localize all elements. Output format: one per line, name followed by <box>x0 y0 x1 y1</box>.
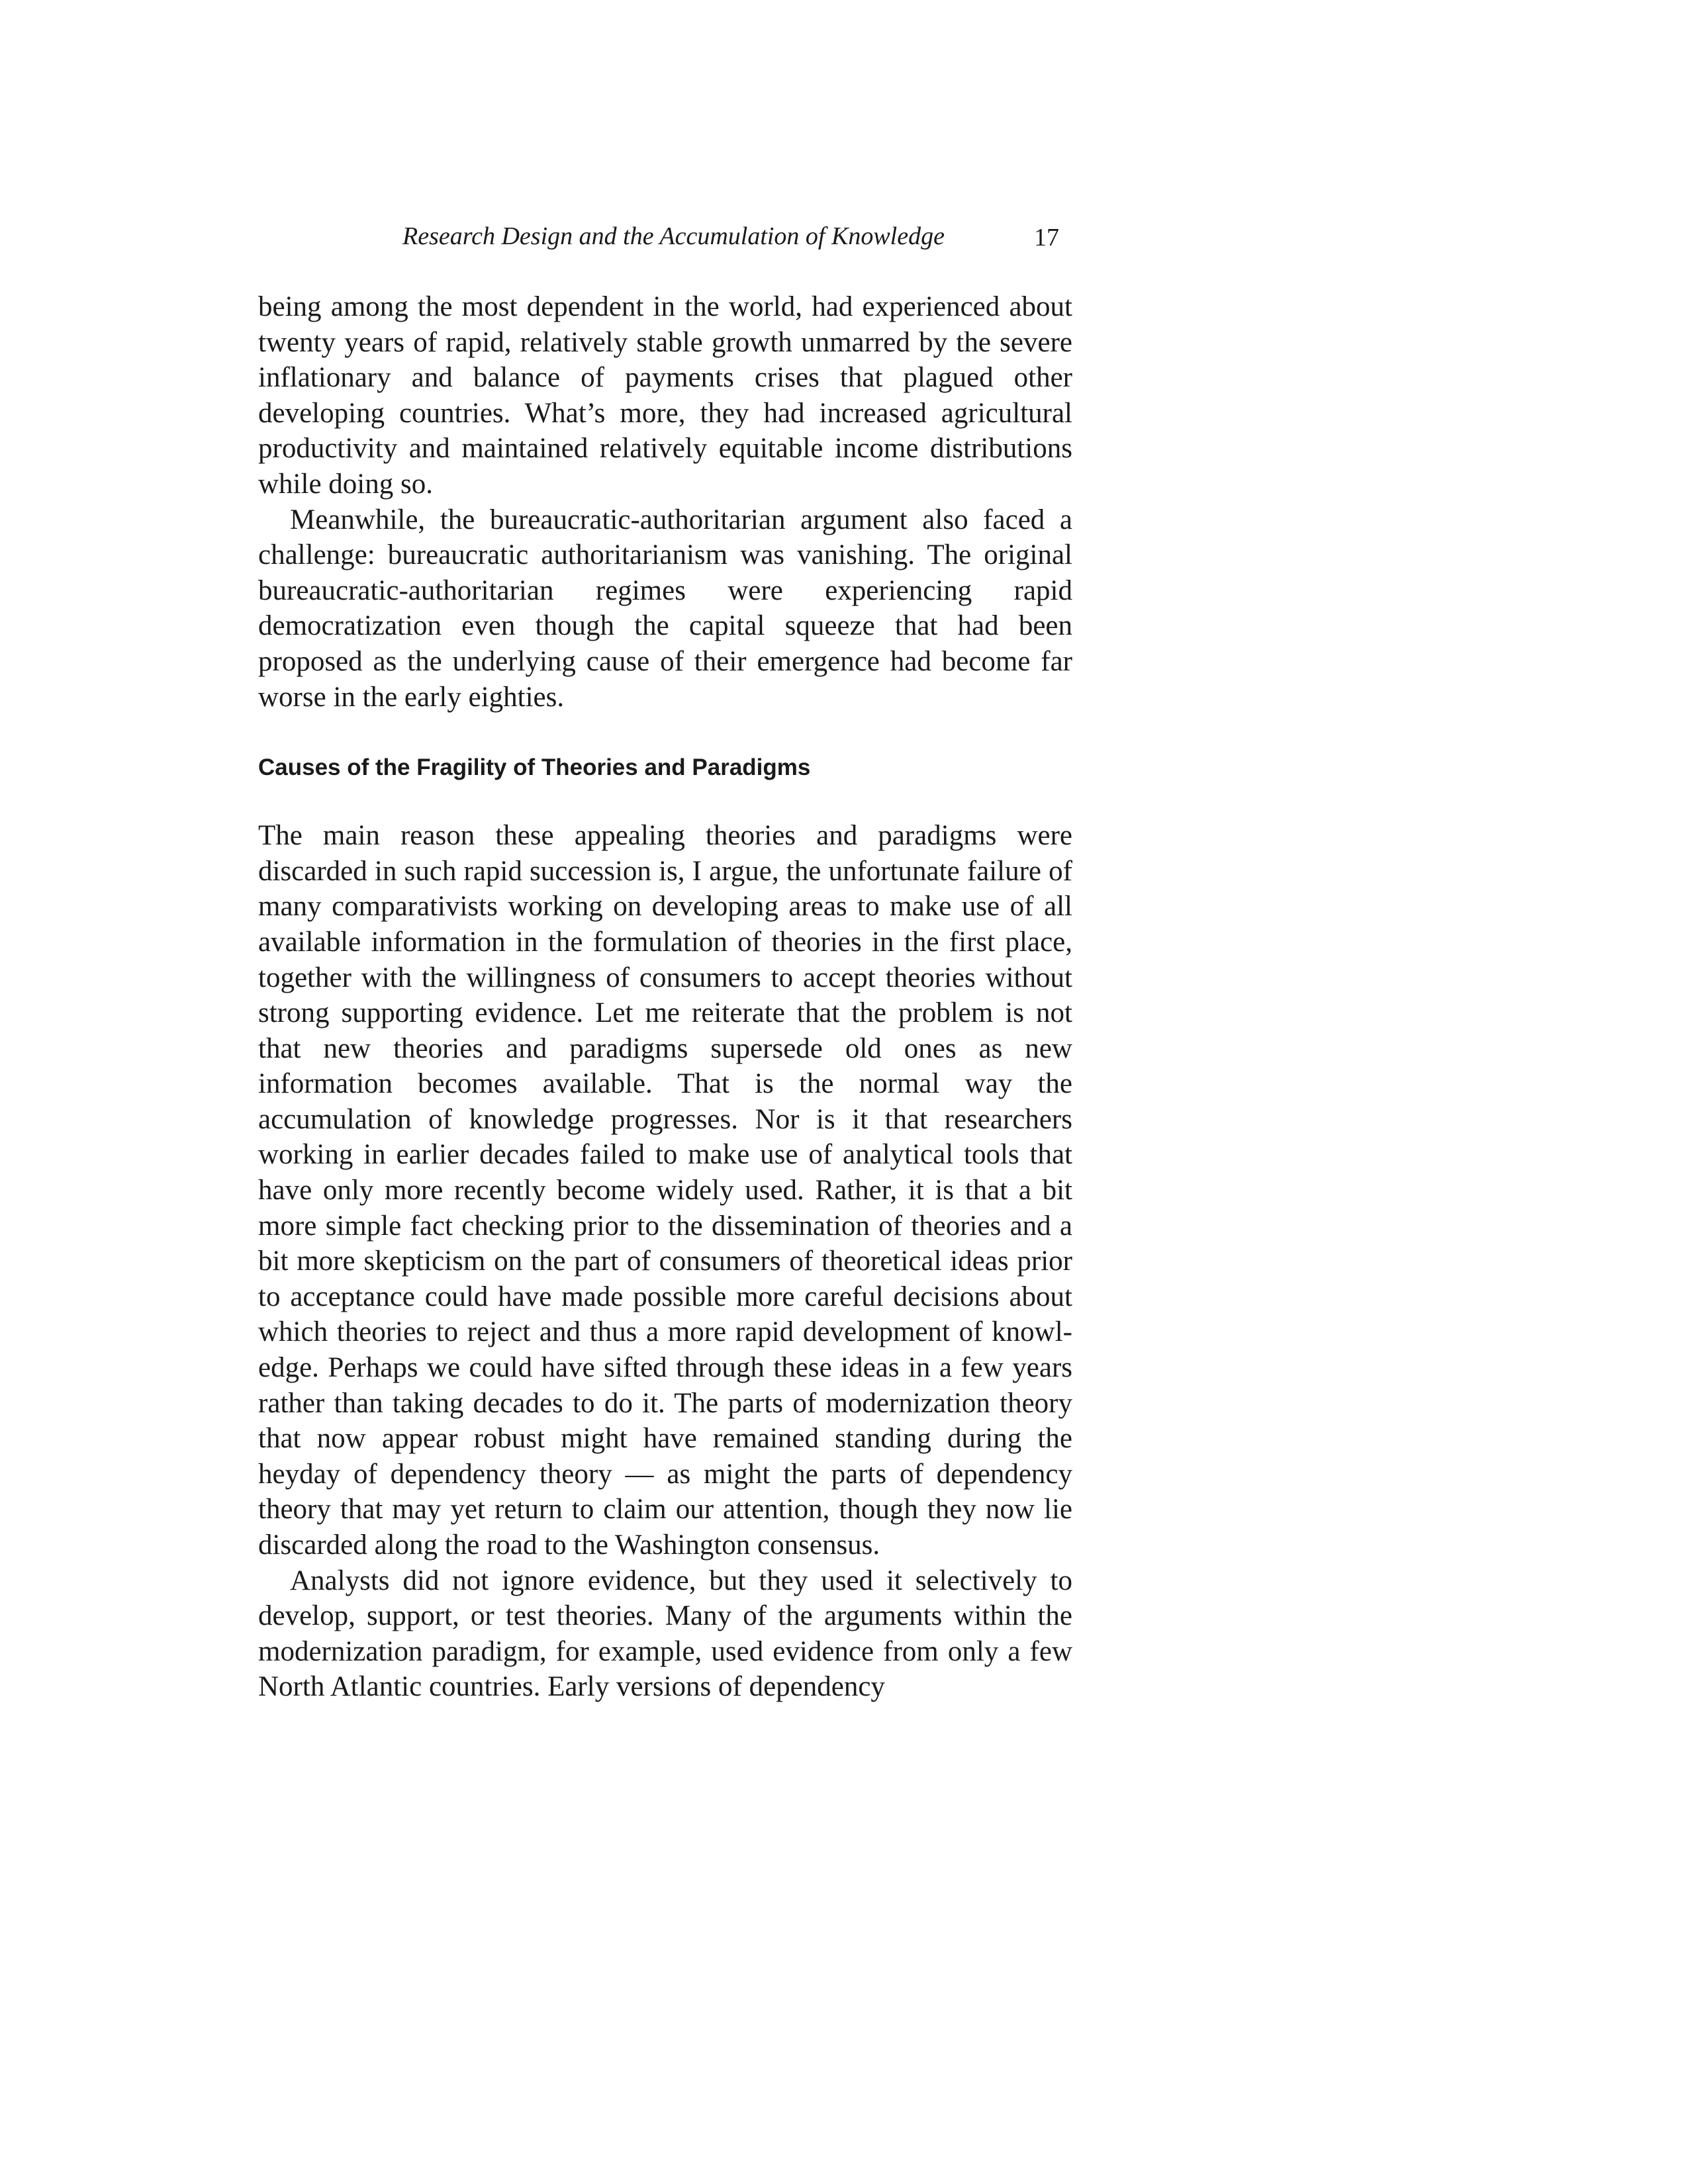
running-title: Research Design and the Accumulation of Knowledge <box>402 222 945 250</box>
paragraph-main-reason: The main reason these appealing theories and paradigms were discarded in such rapid succession is, I argue, the unfortunate failure of many comparativists working on developing areas to make use of all available information in the formulation of theories in the first place, together with the willingness of consumers to accept theories without strong supporting evidence. Let me reiterate that the problem is not that new theories and paradigms supersede old ones as new information becomes available. That is the normal way the accumulation of knowledge progresses. Nor is it that researchers working in earlier decades failed to make use of analytical tools that have only more recently become widely used. Rather, it is that a bit more simple fact checking prior to the dissemination of theories and a bit more skepticism on the part of consumers of theoretical ideas prior to acceptance could have made possible more careful decisions about which theories to reject and thus a more rapid development of knowledge. Perhaps we could have sifted through these ideas in a few years rather than taking decades to do it. The parts of modernization theory that now appear robust might have remained standing during the heyday of dependency theory — as might the parts of dependency theory that may yet return to claim our attention, though they now lie discarded along the road to the Washington consensus. <box>258 820 1072 1561</box>
book-page <box>258 222 1072 1705</box>
paragraph-continuation: being among the most dependent in the world, had experienced about twenty years of rapid, relatively stable growth unmarred by the severe inflationary and balance of payments crises that plagued other developing countries. What’s more, they had increased agricultural productivity and maintained relatively equitable income distributions while doing so. <box>258 291 1072 500</box>
paragraph-analysts: Analysts did not ignore evidence, but they used it selectively to develop, support, or test theories. Many of the arguments within the modernization paradigm, for example, used evidence from only a few North Atlantic countries. Early versions of dependency <box>258 1565 1072 1703</box>
section-heading: Causes of the Fragility of Theories and Paradigms <box>258 754 811 781</box>
body-text <box>258 289 1072 1705</box>
page-number: 17 <box>1034 224 1059 251</box>
running-head <box>258 222 1072 261</box>
paragraph-bureaucratic-authoritarian: Meanwhile, the bureaucratic-authoritarian argument also faced a challenge: bureaucratic authoritarianism was vanishing. The original bureaucratic-authoritarian regimes were experiencing rapid democratization even though the capital squeeze that had been proposed as the underlying cause of their emergence had become far worse in the early eighties. <box>258 504 1072 713</box>
